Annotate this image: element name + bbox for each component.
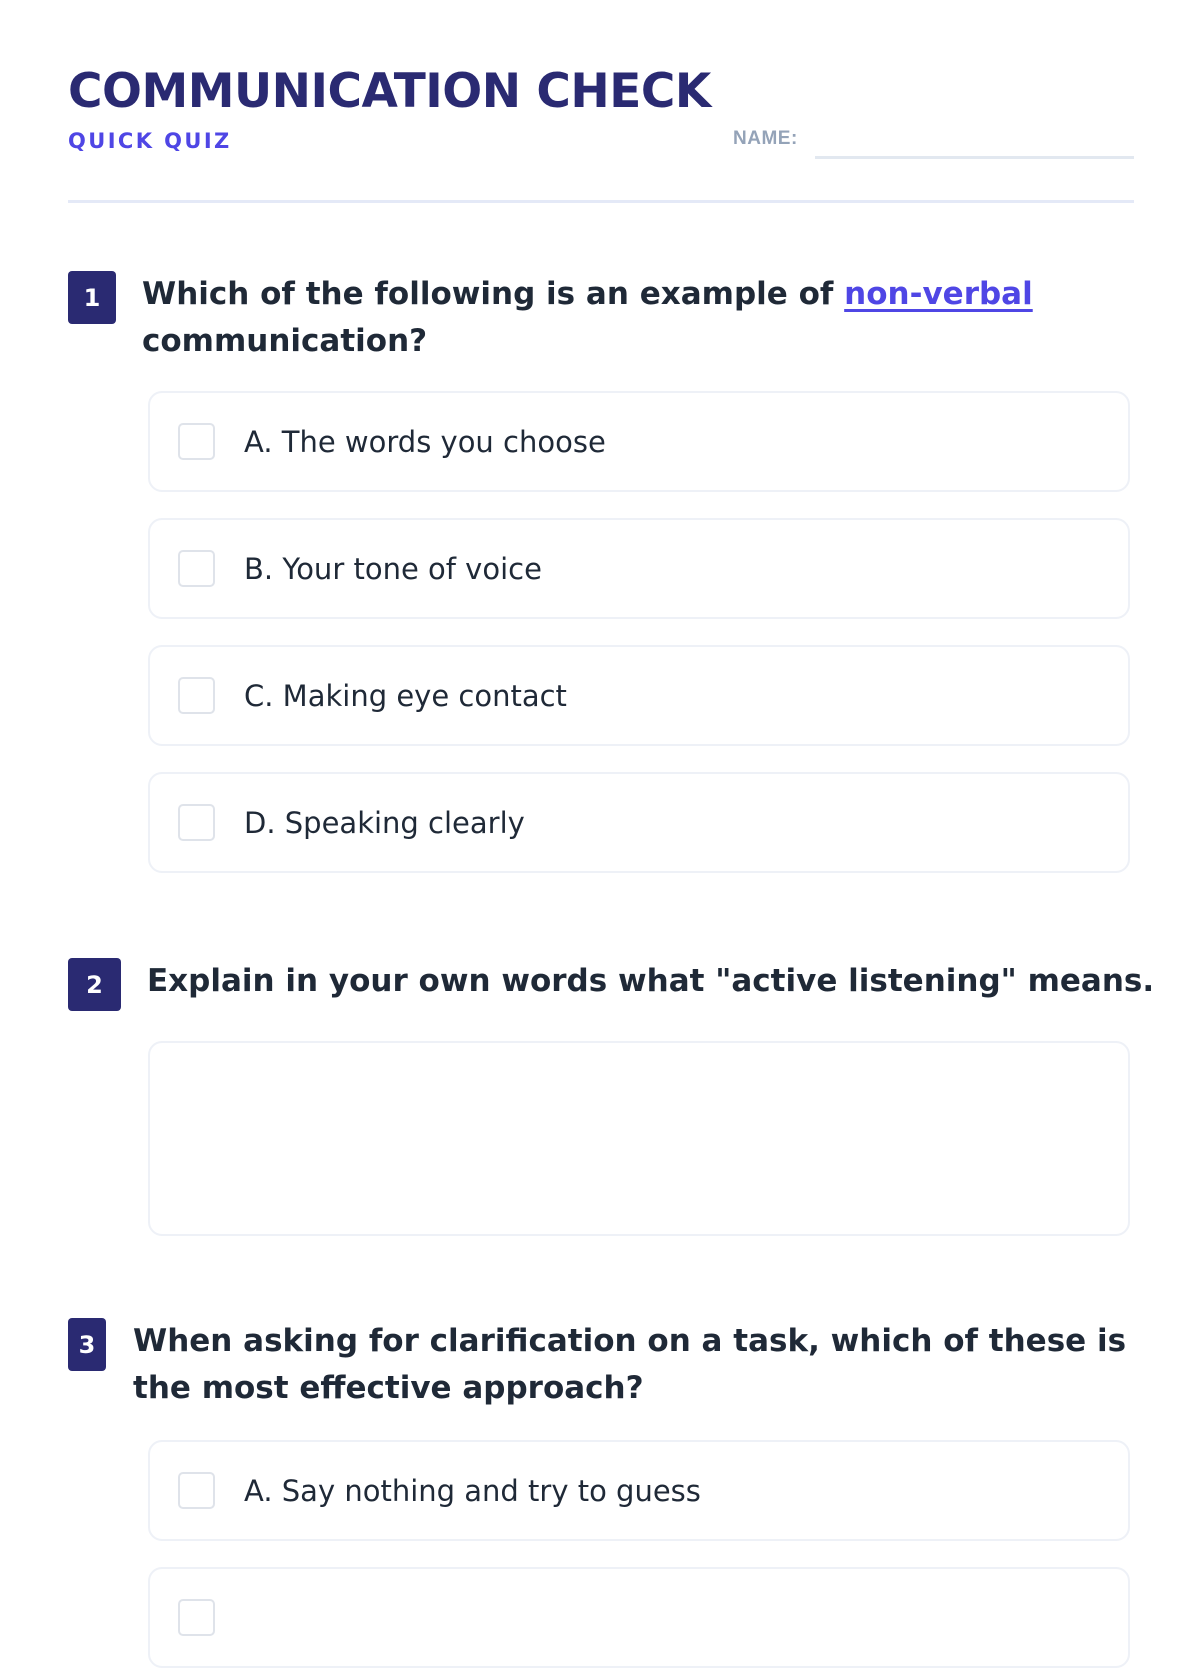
option-label: C. Making eye contact [244,678,567,713]
question-1-text-after: communication? [142,323,428,359]
question-1-text [142,271,1102,365]
question-2-answer-textarea[interactable] [148,1041,1130,1236]
question-3-option-b[interactable] [148,1567,1130,1668]
option-label: D. Speaking clearly [244,805,525,840]
name-label: NAME: [733,128,798,149]
quiz-title: COMMUNICATION CHECK [68,64,711,119]
checkbox[interactable] [178,550,215,587]
option-label: A. The words you choose [244,424,606,459]
checkbox[interactable] [178,423,215,460]
question-1-option-b[interactable] [148,518,1130,619]
question-3-option-a[interactable] [148,1440,1130,1541]
checkbox[interactable] [178,1599,215,1636]
question-1-highlight-link[interactable]: non-verbal [844,276,1033,312]
checkbox[interactable] [178,804,215,841]
option-label: B. Your tone of voice [244,551,542,586]
question-1-option-c[interactable] [148,645,1130,746]
quiz-subtitle: QUICK QUIZ [68,129,232,153]
option-label: A. Say nothing and try to guess [244,1473,701,1508]
checkbox[interactable] [178,1472,215,1509]
question-1-text-before: Which of the following is an example of [142,276,845,312]
question-3-text: When asking for clarification on a task, which of these is the most effective approach? [133,1323,1127,1406]
question-1-number-badge: 1 [68,271,116,324]
question-2-number-badge: 2 [68,958,121,1011]
header-divider [68,200,1134,203]
question-1-option-d[interactable] [148,772,1130,873]
question-1-option-a[interactable] [148,391,1130,492]
question-3-number-badge: 3 [68,1318,106,1371]
checkbox[interactable] [178,677,215,714]
question-2-text: Explain in your own words what "active listening" means. [147,963,1155,999]
name-field[interactable] [815,156,1134,159]
